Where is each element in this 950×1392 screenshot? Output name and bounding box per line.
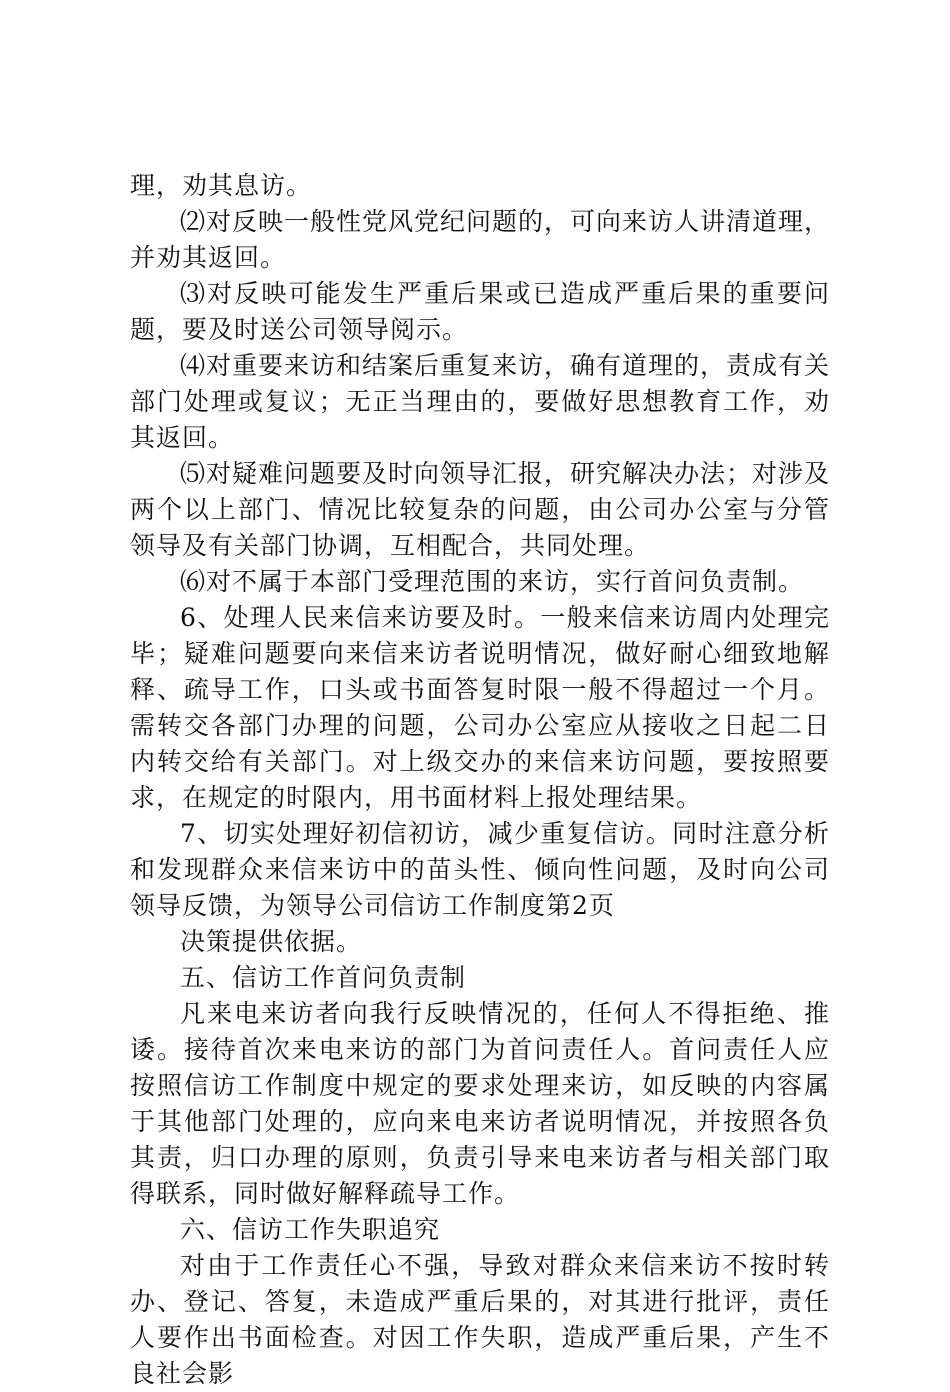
paragraph-item-5: ⑸对疑难问题要及时向领导汇报，研究解决办法；对涉及两个以上部门、情况比较复杂的问题，由公司办公室与分管领导及有关部门协调，互相配合，共同处理。: [130, 459, 831, 560]
paragraph-section-6: 6、处理人民来信来访要及时。一般来信来访周内处理完毕；疑难问题要向来信来访者说明情况，做好耐心细致地解释、疏导工作，口头或书面答复时限一般不得超过一个月。需转交各部门办理的问题，公司办公室应从接收之日起二日内转交给有关部门。对上级交办的来信来访问题，要按照要求，在规定的时限内，用书面材料上报处理结果。: [130, 603, 830, 812]
paragraph-first-responsibility: 凡来电来访者向我行反映情况的，任何人不得拒绝、推诿。接待首次来电来访的部门为首问责任人。首问责任人应按照信访工作制度中规定的要求处理来访，如反映的内容属于其他部门处理的，应向来电来访者说明情况，并按照各负其责，归口办理的原则，负责引导来电来访者与相关部门取得联系，同时做好解释疏导工作。: [130, 999, 830, 1208]
paragraph-item-6: ⑹对不属于本部门受理范围的来访，实行首问负责制。: [180, 567, 805, 596]
paragraph-continuation-2: 决策提供依据。: [180, 927, 363, 956]
paragraph-accountability: 对由于工作责任心不强，导致对群众来信来访不按时转办、登记、答复，未造成严重后果的，对其进行批评，责任人要作出书面检查。对因工作失职，造成严重后果，产生不良社会影: [130, 1251, 830, 1388]
paragraph-item-2: ⑵对反映一般性党风党纪问题的，可向来访人讲清道理，并劝其返回。: [130, 207, 831, 272]
paragraph-item-3: ⑶对反映可能发生严重后果或已造成严重后果的重要问题，要及时送公司领导阅示。: [130, 279, 830, 344]
section-heading-5: 五、信访工作首问负责制: [180, 963, 467, 992]
paragraph-item-4: ⑷对重要来访和结案后重复来访，确有道理的，责成有关部门处理或复议；无正当理由的，要做好思想教育工作，劝其返回。: [130, 351, 831, 452]
section-heading-6: 六、信访工作失职追究: [180, 1215, 441, 1244]
document-body: [130, 168, 830, 1392]
paragraph-continuation: 理，劝其息访。: [130, 171, 313, 200]
paragraph-section-7: 7、切实处理好初信初访，减少重复信访。同时注意分析和发现群众来信来访中的苗头性、倾向性问题，及时向公司领导反馈，为领导公司信访工作制度第2页: [130, 819, 830, 920]
